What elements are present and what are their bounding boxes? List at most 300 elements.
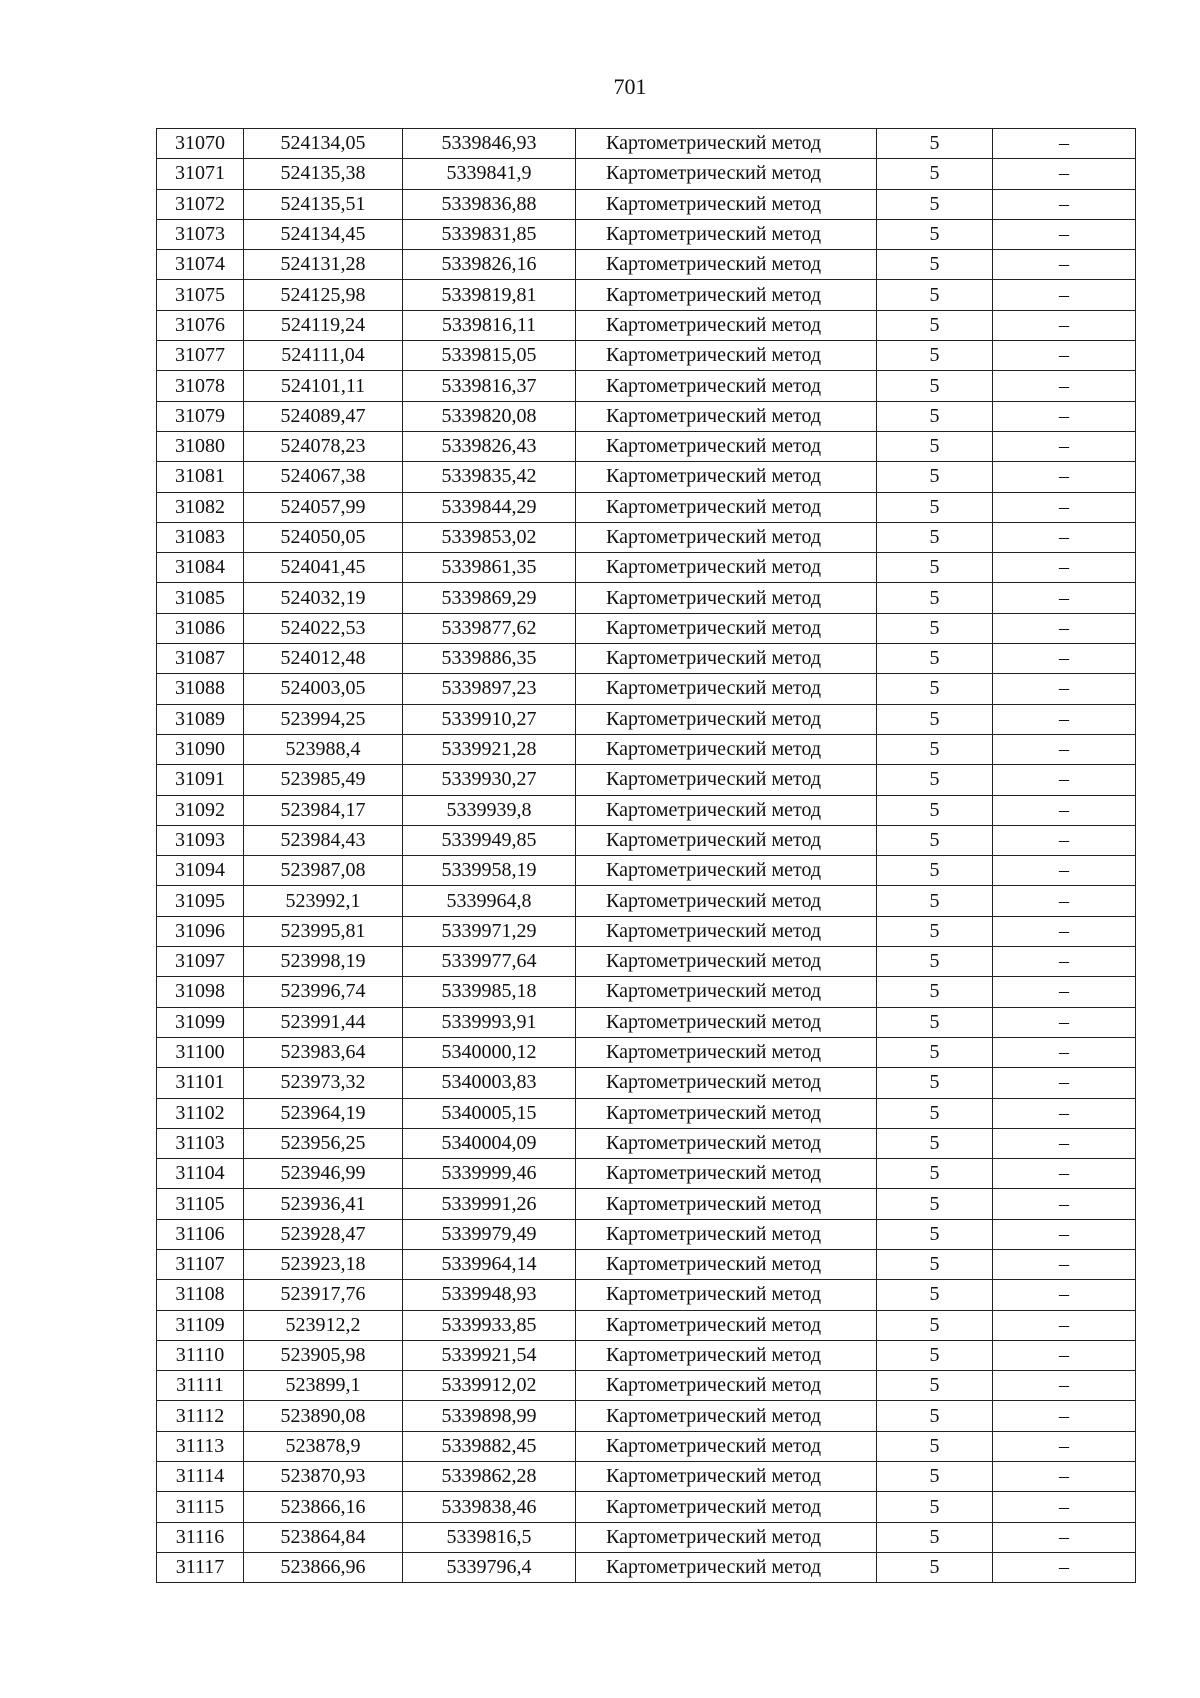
note-cell: – <box>993 189 1136 219</box>
point-number-cell: 31110 <box>157 1340 244 1370</box>
accuracy-cell: 5 <box>877 825 993 855</box>
y-coordinate-cell: 5339993,91 <box>403 1007 576 1037</box>
x-coordinate-cell: 524022,53 <box>244 613 403 643</box>
y-coordinate-cell: 5339991,26 <box>403 1189 576 1219</box>
point-number-cell: 31111 <box>157 1371 244 1401</box>
note-cell: – <box>993 1037 1136 1067</box>
x-coordinate-cell: 523987,08 <box>244 856 403 886</box>
x-coordinate-cell: 523946,99 <box>244 1159 403 1189</box>
point-number-cell: 31073 <box>157 219 244 249</box>
method-cell: Картометрический метод <box>576 704 877 734</box>
table-row <box>157 1128 1136 1158</box>
note-cell: – <box>993 1371 1136 1401</box>
method-cell: Картометрический метод <box>576 1340 877 1370</box>
x-coordinate-cell: 523983,64 <box>244 1037 403 1067</box>
table-row <box>157 795 1136 825</box>
note-cell: – <box>993 1431 1136 1461</box>
note-cell: – <box>993 674 1136 704</box>
note-cell: – <box>993 1128 1136 1158</box>
method-cell: Картометрический метод <box>576 947 877 977</box>
point-number-cell: 31112 <box>157 1401 244 1431</box>
y-coordinate-cell: 5339948,93 <box>403 1280 576 1310</box>
point-number-cell: 31078 <box>157 371 244 401</box>
y-coordinate-cell: 5339958,19 <box>403 856 576 886</box>
y-coordinate-cell: 5339831,85 <box>403 219 576 249</box>
note-cell: – <box>993 371 1136 401</box>
method-cell: Картометрический метод <box>576 613 877 643</box>
x-coordinate-cell: 523923,18 <box>244 1249 403 1279</box>
table-row <box>157 1552 1136 1582</box>
method-cell: Картометрический метод <box>576 1068 877 1098</box>
note-cell: – <box>993 1159 1136 1189</box>
table-row <box>157 401 1136 431</box>
note-cell: – <box>993 129 1136 159</box>
accuracy-cell: 5 <box>877 947 993 977</box>
accuracy-cell: 5 <box>877 1249 993 1279</box>
y-coordinate-cell: 5339826,43 <box>403 431 576 461</box>
accuracy-cell: 5 <box>877 1492 993 1522</box>
method-cell: Картометрический метод <box>576 553 877 583</box>
accuracy-cell: 5 <box>877 795 993 825</box>
table-row <box>157 189 1136 219</box>
method-cell: Картометрический метод <box>576 1189 877 1219</box>
table-row <box>157 371 1136 401</box>
accuracy-cell: 5 <box>877 1371 993 1401</box>
table-row <box>157 219 1136 249</box>
y-coordinate-cell: 5339964,14 <box>403 1249 576 1279</box>
accuracy-cell: 5 <box>877 644 993 674</box>
note-cell: – <box>993 856 1136 886</box>
note-cell: – <box>993 1249 1136 1279</box>
method-cell: Картометрический метод <box>576 129 877 159</box>
x-coordinate-cell: 523973,32 <box>244 1068 403 1098</box>
method-cell: Картометрический метод <box>576 977 877 1007</box>
y-coordinate-cell: 5339816,37 <box>403 371 576 401</box>
note-cell: – <box>993 522 1136 552</box>
accuracy-cell: 5 <box>877 310 993 340</box>
table-row <box>157 280 1136 310</box>
table-row <box>157 977 1136 1007</box>
note-cell: – <box>993 947 1136 977</box>
table-row <box>157 583 1136 613</box>
method-cell: Картометрический метод <box>576 1249 877 1279</box>
x-coordinate-cell: 523866,96 <box>244 1552 403 1582</box>
y-coordinate-cell: 5339985,18 <box>403 977 576 1007</box>
table-row <box>157 734 1136 764</box>
note-cell: – <box>993 1280 1136 1310</box>
point-number-cell: 31086 <box>157 613 244 643</box>
method-cell: Картометрический метод <box>576 765 877 795</box>
x-coordinate-cell: 524067,38 <box>244 462 403 492</box>
method-cell: Картометрический метод <box>576 1310 877 1340</box>
note-cell: – <box>993 492 1136 522</box>
table-row <box>157 644 1136 674</box>
x-coordinate-cell: 523992,1 <box>244 886 403 916</box>
accuracy-cell: 5 <box>877 886 993 916</box>
point-number-cell: 31097 <box>157 947 244 977</box>
note-cell: – <box>993 219 1136 249</box>
note-cell: – <box>993 1340 1136 1370</box>
method-cell: Картометрический метод <box>576 159 877 189</box>
x-coordinate-cell: 523996,74 <box>244 977 403 1007</box>
note-cell: – <box>993 1219 1136 1249</box>
note-cell: – <box>993 886 1136 916</box>
coordinates-table-body <box>157 129 1136 1583</box>
table-row <box>157 1068 1136 1098</box>
accuracy-cell: 5 <box>877 1431 993 1461</box>
note-cell: – <box>993 1492 1136 1522</box>
point-number-cell: 31082 <box>157 492 244 522</box>
x-coordinate-cell: 524135,51 <box>244 189 403 219</box>
table-row <box>157 1159 1136 1189</box>
accuracy-cell: 5 <box>877 189 993 219</box>
table-row <box>157 341 1136 371</box>
x-coordinate-cell: 523878,9 <box>244 1431 403 1461</box>
table-row <box>157 1522 1136 1552</box>
method-cell: Картометрический метод <box>576 371 877 401</box>
y-coordinate-cell: 5339869,29 <box>403 583 576 613</box>
table-row <box>157 310 1136 340</box>
y-coordinate-cell: 5339816,5 <box>403 1522 576 1552</box>
method-cell: Картометрический метод <box>576 1037 877 1067</box>
point-number-cell: 31104 <box>157 1159 244 1189</box>
x-coordinate-cell: 523991,44 <box>244 1007 403 1037</box>
table-row <box>157 613 1136 643</box>
method-cell: Картометрический метод <box>576 522 877 552</box>
y-coordinate-cell: 5339886,35 <box>403 644 576 674</box>
method-cell: Картометрический метод <box>576 1098 877 1128</box>
accuracy-cell: 5 <box>877 1219 993 1249</box>
accuracy-cell: 5 <box>877 1098 993 1128</box>
point-number-cell: 31102 <box>157 1098 244 1128</box>
x-coordinate-cell: 524003,05 <box>244 674 403 704</box>
method-cell: Картометрический метод <box>576 674 877 704</box>
table-row <box>157 825 1136 855</box>
method-cell: Картометрический метод <box>576 1522 877 1552</box>
point-number-cell: 31117 <box>157 1552 244 1582</box>
point-number-cell: 31093 <box>157 825 244 855</box>
y-coordinate-cell: 5339816,11 <box>403 310 576 340</box>
y-coordinate-cell: 5339930,27 <box>403 765 576 795</box>
y-coordinate-cell: 5340005,15 <box>403 1098 576 1128</box>
accuracy-cell: 5 <box>877 1159 993 1189</box>
point-number-cell: 31089 <box>157 704 244 734</box>
accuracy-cell: 5 <box>877 431 993 461</box>
method-cell: Картометрический метод <box>576 825 877 855</box>
accuracy-cell: 5 <box>877 1128 993 1158</box>
note-cell: – <box>993 159 1136 189</box>
point-number-cell: 31075 <box>157 280 244 310</box>
point-number-cell: 31079 <box>157 401 244 431</box>
table-row <box>157 1371 1136 1401</box>
table-row <box>157 431 1136 461</box>
accuracy-cell: 5 <box>877 159 993 189</box>
method-cell: Картометрический метод <box>576 462 877 492</box>
accuracy-cell: 5 <box>877 492 993 522</box>
accuracy-cell: 5 <box>877 583 993 613</box>
x-coordinate-cell: 523984,17 <box>244 795 403 825</box>
accuracy-cell: 5 <box>877 1007 993 1037</box>
note-cell: – <box>993 401 1136 431</box>
x-coordinate-cell: 523988,4 <box>244 734 403 764</box>
method-cell: Картометрический метод <box>576 431 877 461</box>
point-number-cell: 31096 <box>157 916 244 946</box>
point-number-cell: 31101 <box>157 1068 244 1098</box>
x-coordinate-cell: 524089,47 <box>244 401 403 431</box>
note-cell: – <box>993 1310 1136 1340</box>
note-cell: – <box>993 795 1136 825</box>
x-coordinate-cell: 524111,04 <box>244 341 403 371</box>
x-coordinate-cell: 524057,99 <box>244 492 403 522</box>
accuracy-cell: 5 <box>877 613 993 643</box>
table-row <box>157 674 1136 704</box>
x-coordinate-cell: 524131,28 <box>244 250 403 280</box>
table-row <box>157 1401 1136 1431</box>
note-cell: – <box>993 825 1136 855</box>
point-number-cell: 31088 <box>157 674 244 704</box>
x-coordinate-cell: 523928,47 <box>244 1219 403 1249</box>
note-cell: – <box>993 341 1136 371</box>
method-cell: Картометрический метод <box>576 1219 877 1249</box>
method-cell: Картометрический метод <box>576 886 877 916</box>
table-row <box>157 1037 1136 1067</box>
x-coordinate-cell: 523984,43 <box>244 825 403 855</box>
method-cell: Картометрический метод <box>576 644 877 674</box>
method-cell: Картометрический метод <box>576 401 877 431</box>
note-cell: – <box>993 704 1136 734</box>
point-number-cell: 31103 <box>157 1128 244 1158</box>
point-number-cell: 31087 <box>157 644 244 674</box>
method-cell: Картометрический метод <box>576 492 877 522</box>
x-coordinate-cell: 523964,19 <box>244 1098 403 1128</box>
point-number-cell: 31108 <box>157 1280 244 1310</box>
note-cell: – <box>993 553 1136 583</box>
point-number-cell: 31083 <box>157 522 244 552</box>
method-cell: Картометрический метод <box>576 1462 877 1492</box>
method-cell: Картометрический метод <box>576 189 877 219</box>
y-coordinate-cell: 5339877,62 <box>403 613 576 643</box>
point-number-cell: 31070 <box>157 129 244 159</box>
method-cell: Картометрический метод <box>576 795 877 825</box>
method-cell: Картометрический метод <box>576 341 877 371</box>
method-cell: Картометрический метод <box>576 916 877 946</box>
point-number-cell: 31092 <box>157 795 244 825</box>
point-number-cell: 31107 <box>157 1249 244 1279</box>
x-coordinate-cell: 524125,98 <box>244 280 403 310</box>
table-row <box>157 1431 1136 1461</box>
point-number-cell: 31080 <box>157 431 244 461</box>
point-number-cell: 31105 <box>157 1189 244 1219</box>
note-cell: – <box>993 977 1136 1007</box>
table-row <box>157 250 1136 280</box>
method-cell: Картометрический метод <box>576 280 877 310</box>
accuracy-cell: 5 <box>877 1068 993 1098</box>
x-coordinate-cell: 524041,45 <box>244 553 403 583</box>
x-coordinate-cell: 524078,23 <box>244 431 403 461</box>
method-cell: Картометрический метод <box>576 250 877 280</box>
y-coordinate-cell: 5339862,28 <box>403 1462 576 1492</box>
table-row <box>157 1492 1136 1522</box>
note-cell: – <box>993 916 1136 946</box>
x-coordinate-cell: 523956,25 <box>244 1128 403 1158</box>
accuracy-cell: 5 <box>877 704 993 734</box>
x-coordinate-cell: 523870,93 <box>244 1462 403 1492</box>
x-coordinate-cell: 523998,19 <box>244 947 403 977</box>
table-row <box>157 886 1136 916</box>
y-coordinate-cell: 5340003,83 <box>403 1068 576 1098</box>
table-row <box>157 1340 1136 1370</box>
x-coordinate-cell: 524135,38 <box>244 159 403 189</box>
table-row <box>157 1189 1136 1219</box>
accuracy-cell: 5 <box>877 1462 993 1492</box>
note-cell: – <box>993 644 1136 674</box>
method-cell: Картометрический метод <box>576 856 877 886</box>
y-coordinate-cell: 5339841,9 <box>403 159 576 189</box>
note-cell: – <box>993 280 1136 310</box>
accuracy-cell: 5 <box>877 341 993 371</box>
accuracy-cell: 5 <box>877 371 993 401</box>
y-coordinate-cell: 5339835,42 <box>403 462 576 492</box>
method-cell: Картометрический метод <box>576 583 877 613</box>
accuracy-cell: 5 <box>877 1310 993 1340</box>
accuracy-cell: 5 <box>877 1401 993 1431</box>
table-row <box>157 947 1136 977</box>
table-row <box>157 1462 1136 1492</box>
table-row <box>157 159 1136 189</box>
table-row <box>157 522 1136 552</box>
accuracy-cell: 5 <box>877 674 993 704</box>
x-coordinate-cell: 523936,41 <box>244 1189 403 1219</box>
point-number-cell: 31095 <box>157 886 244 916</box>
note-cell: – <box>993 1068 1136 1098</box>
table-row <box>157 553 1136 583</box>
point-number-cell: 31074 <box>157 250 244 280</box>
method-cell: Картометрический метод <box>576 1401 877 1431</box>
y-coordinate-cell: 5340004,09 <box>403 1128 576 1158</box>
y-coordinate-cell: 5339819,81 <box>403 280 576 310</box>
method-cell: Картометрический метод <box>576 1492 877 1522</box>
note-cell: – <box>993 1189 1136 1219</box>
note-cell: – <box>993 734 1136 764</box>
y-coordinate-cell: 5339949,85 <box>403 825 576 855</box>
y-coordinate-cell: 5339964,8 <box>403 886 576 916</box>
accuracy-cell: 5 <box>877 462 993 492</box>
y-coordinate-cell: 5339971,29 <box>403 916 576 946</box>
y-coordinate-cell: 5339897,23 <box>403 674 576 704</box>
point-number-cell: 31114 <box>157 1462 244 1492</box>
x-coordinate-cell: 523905,98 <box>244 1340 403 1370</box>
x-coordinate-cell: 524134,05 <box>244 129 403 159</box>
point-number-cell: 31090 <box>157 734 244 764</box>
note-cell: – <box>993 583 1136 613</box>
y-coordinate-cell: 5339979,49 <box>403 1219 576 1249</box>
note-cell: – <box>993 1098 1136 1128</box>
accuracy-cell: 5 <box>877 734 993 764</box>
accuracy-cell: 5 <box>877 1522 993 1552</box>
point-number-cell: 31100 <box>157 1037 244 1067</box>
x-coordinate-cell: 524012,48 <box>244 644 403 674</box>
point-number-cell: 31109 <box>157 1310 244 1340</box>
point-number-cell: 31081 <box>157 462 244 492</box>
accuracy-cell: 5 <box>877 977 993 1007</box>
point-number-cell: 31099 <box>157 1007 244 1037</box>
point-number-cell: 31077 <box>157 341 244 371</box>
y-coordinate-cell: 5339999,46 <box>403 1159 576 1189</box>
point-number-cell: 31085 <box>157 583 244 613</box>
x-coordinate-cell: 523994,25 <box>244 704 403 734</box>
y-coordinate-cell: 5339933,85 <box>403 1310 576 1340</box>
method-cell: Картометрический метод <box>576 1007 877 1037</box>
method-cell: Картометрический метод <box>576 1431 877 1461</box>
x-coordinate-cell: 523899,1 <box>244 1371 403 1401</box>
accuracy-cell: 5 <box>877 1552 993 1582</box>
y-coordinate-cell: 5339882,45 <box>403 1431 576 1461</box>
y-coordinate-cell: 5340000,12 <box>403 1037 576 1067</box>
table-row <box>157 1249 1136 1279</box>
note-cell: – <box>993 765 1136 795</box>
y-coordinate-cell: 5339939,8 <box>403 795 576 825</box>
note-cell: – <box>993 250 1136 280</box>
table-row <box>157 1219 1136 1249</box>
y-coordinate-cell: 5339826,16 <box>403 250 576 280</box>
point-number-cell: 31084 <box>157 553 244 583</box>
method-cell: Картометрический метод <box>576 310 877 340</box>
note-cell: – <box>993 1522 1136 1552</box>
table-row <box>157 1007 1136 1037</box>
table-row <box>157 492 1136 522</box>
method-cell: Картометрический метод <box>576 1128 877 1158</box>
accuracy-cell: 5 <box>877 1037 993 1067</box>
x-coordinate-cell: 523995,81 <box>244 916 403 946</box>
y-coordinate-cell: 5339836,88 <box>403 189 576 219</box>
point-number-cell: 31116 <box>157 1522 244 1552</box>
note-cell: – <box>993 310 1136 340</box>
method-cell: Картометрический метод <box>576 1280 877 1310</box>
note-cell: – <box>993 431 1136 461</box>
x-coordinate-cell: 523912,2 <box>244 1310 403 1340</box>
table-row <box>157 1098 1136 1128</box>
note-cell: – <box>993 462 1136 492</box>
x-coordinate-cell: 524101,11 <box>244 371 403 401</box>
table-row <box>157 704 1136 734</box>
accuracy-cell: 5 <box>877 1340 993 1370</box>
accuracy-cell: 5 <box>877 856 993 886</box>
method-cell: Картометрический метод <box>576 219 877 249</box>
x-coordinate-cell: 524134,45 <box>244 219 403 249</box>
accuracy-cell: 5 <box>877 250 993 280</box>
x-coordinate-cell: 524119,24 <box>244 310 403 340</box>
y-coordinate-cell: 5339838,46 <box>403 1492 576 1522</box>
method-cell: Картометрический метод <box>576 1552 877 1582</box>
x-coordinate-cell: 523890,08 <box>244 1401 403 1431</box>
accuracy-cell: 5 <box>877 129 993 159</box>
page-number: 701 <box>613 74 647 99</box>
table-row <box>157 1280 1136 1310</box>
x-coordinate-cell: 523864,84 <box>244 1522 403 1552</box>
coordinates-table <box>156 128 1136 1583</box>
x-coordinate-cell: 523866,16 <box>244 1492 403 1522</box>
note-cell: – <box>993 613 1136 643</box>
accuracy-cell: 5 <box>877 765 993 795</box>
x-coordinate-cell: 523917,76 <box>244 1280 403 1310</box>
accuracy-cell: 5 <box>877 1280 993 1310</box>
y-coordinate-cell: 5339853,02 <box>403 522 576 552</box>
y-coordinate-cell: 5339977,64 <box>403 947 576 977</box>
point-number-cell: 31072 <box>157 189 244 219</box>
point-number-cell: 31076 <box>157 310 244 340</box>
point-number-cell: 31091 <box>157 765 244 795</box>
y-coordinate-cell: 5339921,54 <box>403 1340 576 1370</box>
